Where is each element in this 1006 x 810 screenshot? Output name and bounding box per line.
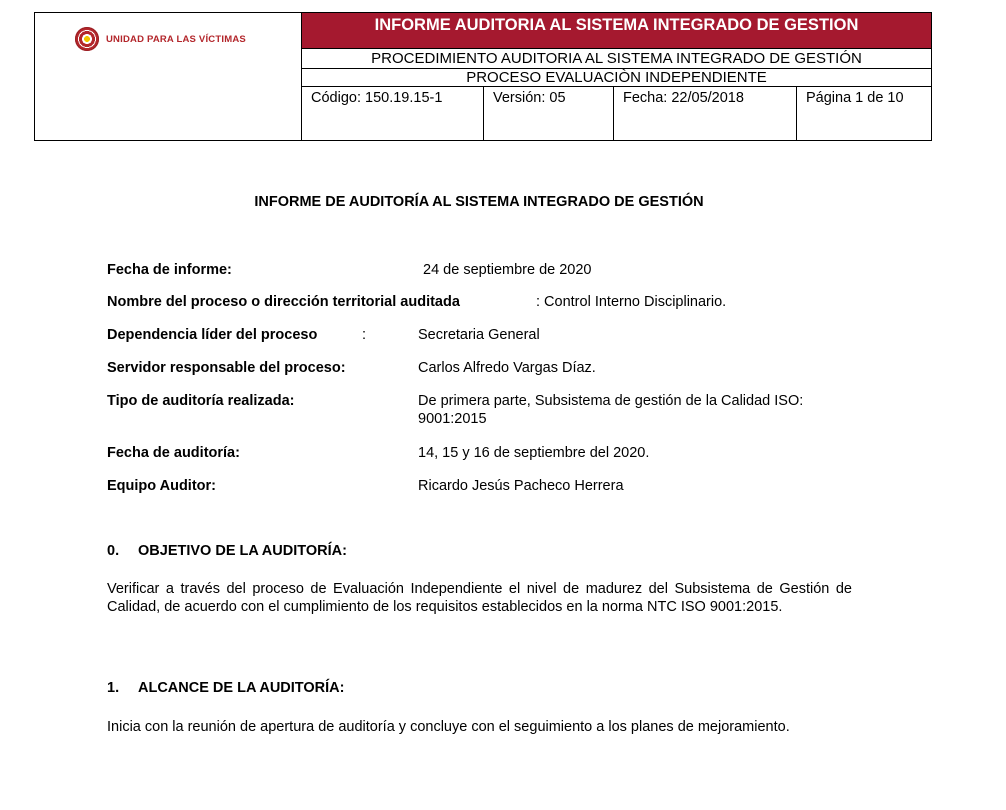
section-number: 0. (107, 543, 120, 559)
logo-text: UNIDAD PARA LAS VÍCTIMAS (106, 33, 246, 45)
section-text-alcance: Inicia con la reunión de apertura de auditoría y concluye con el seguimiento a los planes de mejoramiento. (107, 719, 790, 735)
field-label: Fecha de informe: (107, 262, 232, 278)
header-title: INFORME AUDITORIA AL SISTEMA INTEGRADO DE GESTION (302, 13, 931, 49)
field-value: De primera parte, Subsistema de gestión de la Calidad ISO: 9001:2015 (418, 393, 804, 427)
header-version: Versión: 05 (484, 87, 614, 140)
section-title: OBJETIVO DE LA AUDITORÍA: (138, 543, 347, 559)
logo-cell (35, 13, 302, 140)
field-value: : Control Interno Disciplinario. (536, 294, 727, 310)
document-title: INFORME DE AUDITORÍA AL SISTEMA INTEGRADO DE GESTIÓN (254, 194, 704, 210)
seal-icon (75, 27, 99, 51)
section-number: 1. (107, 680, 120, 696)
field-label: Fecha de auditoría: (107, 445, 240, 461)
field-value: Ricardo Jesús Pacheco Herrera (418, 478, 624, 494)
field-value: 24 de septiembre de 2020 (423, 262, 592, 278)
field-label: Dependencia líder del proceso (107, 327, 318, 343)
section-text-objetivo: Verificar a través del proceso de Evaluación Independiente el nivel de madurez del Subsistema de Gestión de Calidad, de acuerdo con el cumplimiento de los requisitos establecidos en la norma NTC ISO 9001:2015. (107, 581, 852, 615)
field-label: Servidor responsable del proceso: (107, 360, 346, 376)
field-label: Tipo de auditoría realizada: (107, 393, 295, 409)
header-meta-row (302, 87, 931, 140)
header-process: PROCESO EVALUACIÒN INDEPENDIENTE (302, 69, 931, 87)
section-heading-objetivo (107, 543, 347, 559)
field-value: Carlos Alfredo Vargas Díaz. (418, 360, 596, 376)
field-colon: : (362, 327, 367, 343)
field-label: Nombre del proceso o dirección territorial auditada (107, 294, 460, 310)
header-info-cell (302, 13, 931, 140)
institution-logo (75, 26, 261, 52)
document-header-table (34, 12, 932, 141)
header-page: Página 1 de 10 (806, 90, 904, 106)
field-value: Secretaria General (418, 327, 540, 343)
field-label: Equipo Auditor: (107, 478, 216, 494)
header-code: Código: 150.19.15-1 (302, 87, 484, 140)
header-procedure: PROCEDIMIENTO AUDITORIA AL SISTEMA INTEGRADO DE GESTIÓN (302, 49, 931, 69)
field-value: 14, 15 y 16 de septiembre del 2020. (418, 445, 650, 461)
header-date: Fecha: 22/05/2018 (614, 87, 797, 140)
section-heading-alcance (107, 680, 344, 696)
section-title: ALCANCE DE LA AUDITORÍA: (138, 680, 345, 696)
